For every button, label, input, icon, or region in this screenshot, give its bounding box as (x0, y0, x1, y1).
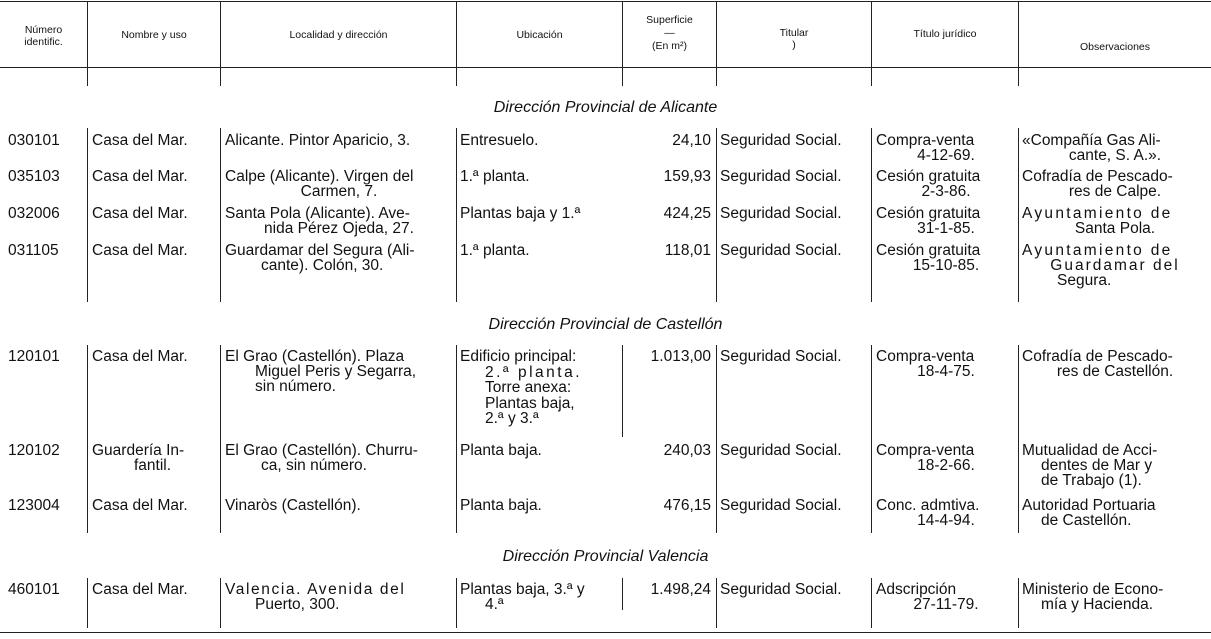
cell-superficie: 1.013,00 (650, 348, 711, 365)
cell-localidad: Alicante. Pintor Aparicio, 3. (225, 132, 411, 149)
section-heading: Dirección Provincial de Castellón (488, 316, 723, 333)
cell-superficie: 424,25 (663, 205, 711, 222)
section-heading: Dirección Provincial Valencia (502, 548, 709, 565)
column-rule (871, 2, 872, 86)
column-rule (87, 345, 88, 533)
cell-nombre: Guardería In- fantil. (92, 442, 185, 474)
column-rule (716, 345, 717, 533)
cell-titular: Seguridad Social. (720, 242, 842, 259)
cell-localidad: Valencia. Avenida del Puerto, 300. (225, 581, 406, 613)
cell-nombre: Casa del Mar. (92, 348, 188, 365)
header-ubicacion: Ubicación (516, 29, 563, 41)
cell-superficie: 240,03 (663, 442, 711, 459)
column-rule (220, 2, 221, 86)
cell-superficie: 24,10 (672, 132, 711, 149)
column-rule (220, 345, 221, 533)
cell-ubicacion: 1.ª planta. (460, 168, 530, 185)
cell-titular: Seguridad Social. (720, 497, 842, 514)
cell-ubicacion: Edificio principal: 2.ª planta. Torre anexa: Plantas baja, 2.ª y 3.ª (460, 348, 583, 427)
column-rule (1018, 345, 1019, 533)
column-rule (87, 578, 88, 628)
column-rule (87, 128, 88, 302)
header-localidad: Localidad y dirección (289, 29, 388, 41)
cell-nombre: Casa del Mar. (92, 497, 188, 514)
cell-titular: Seguridad Social. (720, 348, 842, 365)
cell-superficie: 1.498,24 (650, 581, 711, 598)
column-rule (1018, 128, 1019, 302)
cell-titular: Seguridad Social. (720, 132, 842, 149)
cell-superficie: 159,93 (663, 168, 711, 185)
cell-ubicacion: 1.ª planta. (460, 242, 530, 259)
cell-ubicacion: Planta baja. (460, 497, 542, 514)
cell-titular: Seguridad Social. (720, 442, 842, 459)
cell-observaciones: Cofradía de Pescado- res de Calpe. (1022, 168, 1173, 200)
cell-titular: Seguridad Social. (720, 168, 842, 185)
cell-numero: 035103 (8, 168, 60, 185)
cell-numero: 120101 (8, 348, 60, 365)
cell-localidad: El Grao (Castellón). Plaza Miguel Peris y Segarra, sin número. (225, 348, 417, 395)
cell-nombre: Casa del Mar. (92, 242, 188, 259)
column-rule (456, 345, 457, 533)
section-heading: Dirección Provincial de Alicante (493, 99, 718, 116)
column-rule (87, 2, 88, 86)
header-numero: Número identific. (24, 24, 63, 48)
cell-nombre: Casa del Mar. (92, 168, 188, 185)
cell-titulo: Cesión gratuita 31-1-85. (876, 205, 981, 237)
cell-localidad: Guardamar del Segura (Ali- cante). Colón, 30. (225, 242, 415, 274)
header-superficie: Superficie — (En m²) (646, 14, 693, 52)
cell-titulo: Conc. admtiva. 14-4-94. (876, 497, 980, 529)
header-observaciones: Observaciones (1079, 41, 1151, 53)
table-bottom-rule (0, 632, 1211, 633)
column-rule (871, 128, 872, 302)
cell-localidad: Vinaròs (Castellón). (225, 497, 361, 514)
cell-localidad: Santa Pola (Alicante). Ave- nida Pérez Ojeda, 27. (225, 205, 414, 237)
cell-observaciones: Mutualidad de Acci- dentes de Mar y de Trabajo (1). (1022, 442, 1158, 489)
cell-titulo: Compra-venta 18-4-75. (876, 348, 975, 380)
header-bottom-rule (0, 67, 1211, 68)
cell-numero: 031105 (8, 242, 59, 259)
cell-nombre: Casa del Mar. (92, 132, 188, 149)
header-titulo: Título jurídico (913, 28, 977, 40)
cell-localidad: El Grao (Castellón). Churru- ca, sin número. (225, 442, 418, 474)
cell-numero: 030101 (8, 132, 60, 149)
cell-observaciones: Ministerio de Econo- mía y Hacienda. (1022, 581, 1164, 613)
cell-superficie: 118,01 (664, 242, 711, 259)
column-rule (456, 578, 457, 628)
column-rule (716, 578, 717, 628)
cell-nombre: Casa del Mar. (92, 581, 188, 598)
cell-numero: 120102 (8, 442, 60, 459)
cell-observaciones: Autoridad Portuaria de Castellón. (1022, 497, 1156, 529)
cell-observaciones: Ayuntamiento de Santa Pola. (1022, 205, 1173, 237)
cell-nombre: Casa del Mar. (92, 205, 188, 222)
cell-titulo: Compra-venta 18-2-66. (876, 442, 975, 474)
cell-observaciones: Ayuntamiento de Guardamar del Segura. (1022, 242, 1180, 289)
cell-ubicacion: Planta baja. (460, 442, 542, 459)
cell-localidad: Calpe (Alicante). Virgen del Carmen, 7. (225, 168, 414, 200)
cell-titular: Seguridad Social. (720, 205, 842, 222)
column-rule (220, 128, 221, 302)
cell-superficie: 476,15 (663, 497, 711, 514)
cell-ubicacion: Plantas baja, 3.ª y 4.ª (460, 581, 585, 613)
cell-titulo: Cesión gratuita 2-3-86. (876, 168, 981, 200)
cell-titulo: Compra-venta 4-12-69. (876, 132, 975, 164)
header-titular: Titular ) (779, 27, 809, 51)
cell-numero: 123004 (8, 497, 60, 514)
column-rule (456, 128, 457, 302)
header-nombre: Nombre y uso (121, 29, 187, 41)
cell-ubicacion: Entresuelo. (460, 132, 539, 149)
cell-numero: 460101 (8, 581, 60, 598)
cell-titulo: Adscripción 27-11-79. (876, 581, 979, 613)
table-top-rule (0, 1, 1211, 2)
cell-numero: 032006 (8, 205, 60, 222)
column-rule (716, 128, 717, 302)
column-rule (1018, 578, 1019, 628)
cell-titulo: Cesión gratuita 15-10-85. (876, 242, 981, 274)
cell-titular: Seguridad Social. (720, 581, 842, 598)
column-rule (456, 2, 457, 86)
cell-observaciones: «Compañía Gas Ali- cante, S. A.». (1022, 132, 1162, 164)
column-rule (871, 345, 872, 533)
column-rule (220, 578, 221, 628)
column-rule (871, 578, 872, 628)
cell-observaciones: Cofradía de Pescado- res de Castellón. (1022, 348, 1174, 380)
cell-ubicacion: Plantas baja y 1.ª (460, 205, 581, 222)
